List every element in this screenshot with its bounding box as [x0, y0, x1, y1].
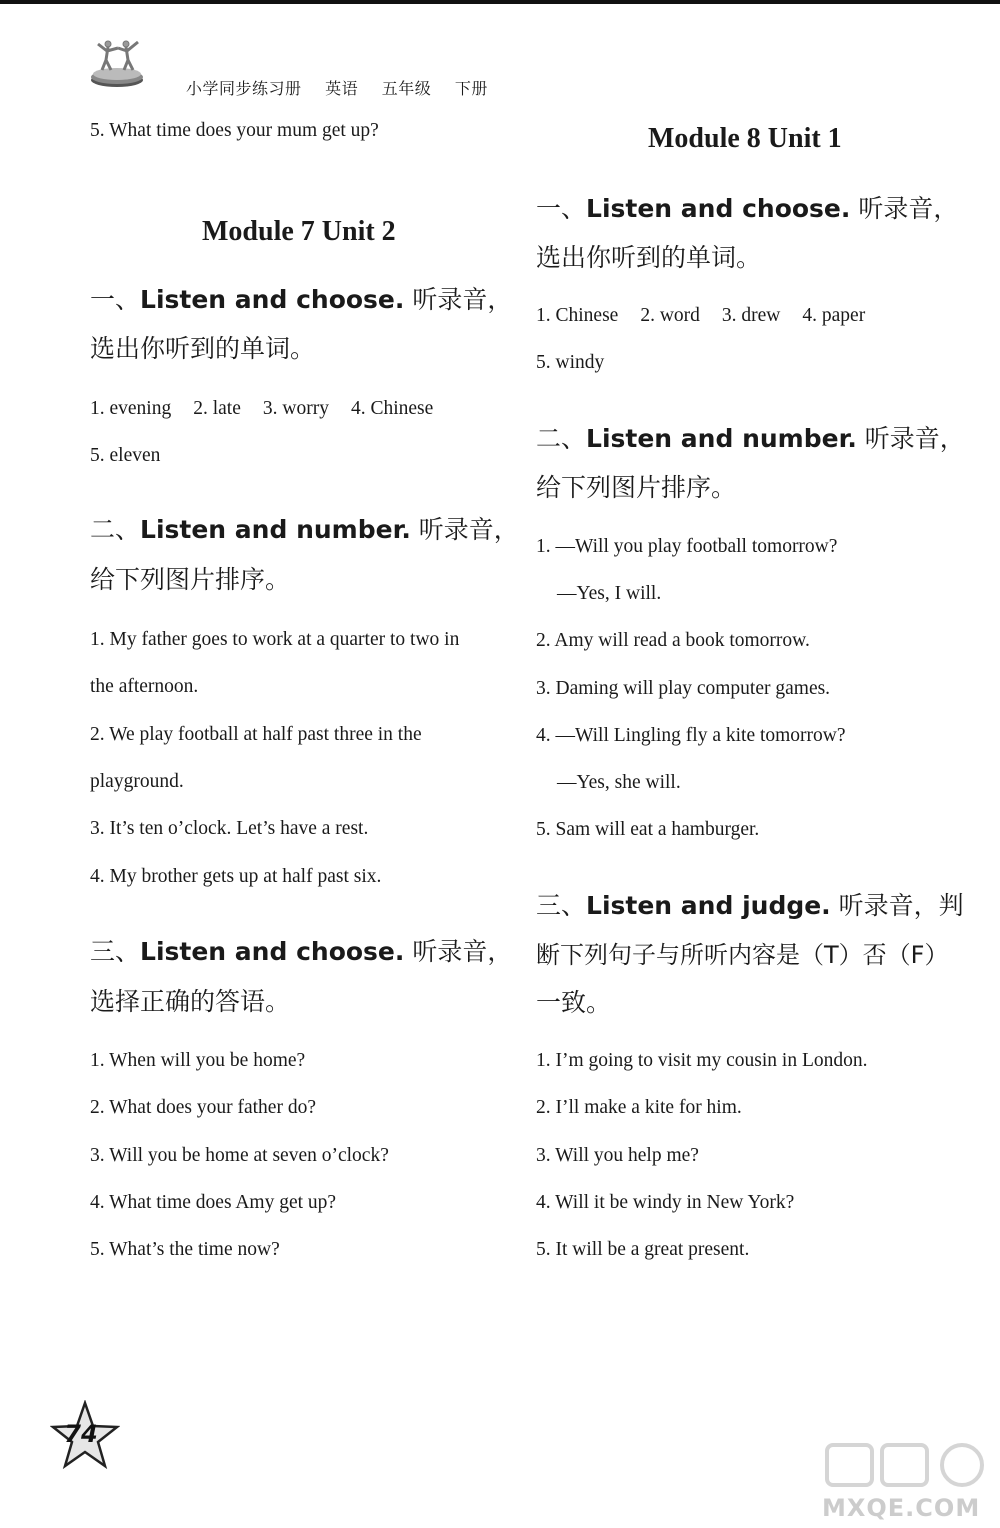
list-item: 3. worry	[262, 398, 329, 419]
list-item: 2. We play football at half past three in the	[90, 724, 422, 745]
section-title-cn: 听录音，	[404, 285, 513, 314]
section-heading	[90, 510, 519, 546]
section-title-en: Listen and number.	[140, 515, 411, 544]
header-grade: 五年级	[381, 79, 432, 98]
section-title-cn: 听录音，	[856, 424, 965, 453]
section-heading	[536, 419, 965, 455]
section-title-en: Listen and choose.	[586, 194, 851, 223]
section-prefix: 三、	[90, 937, 141, 966]
watermark-text: MXQE.COM	[822, 1494, 981, 1522]
list-item: 1. —Will you play football tomorrow?	[536, 536, 838, 557]
section-subtitle: 给下列图片排序。	[90, 565, 291, 594]
list-item: the afternoon.	[90, 676, 199, 697]
list-item: 1. When will you be home?	[90, 1050, 306, 1071]
section-heading	[90, 932, 512, 968]
top-border	[0, 0, 1000, 4]
module-title: Module 8 Unit 1	[648, 123, 842, 154]
page-number: 74	[64, 1420, 98, 1448]
watermark	[822, 1440, 992, 1525]
header-subject: 英语	[325, 79, 359, 98]
list-item: —Yes, I will.	[557, 583, 662, 604]
list-item: 3. drew	[721, 305, 781, 326]
section-subtitle: 选出你听到的单词。	[536, 243, 762, 272]
section-subtitle: 给下列图片排序。	[536, 473, 737, 502]
section-subtitle: 选择正确的答语。	[90, 987, 291, 1016]
list-item: 2. word	[640, 305, 700, 326]
answer-stamp-icon	[822, 1440, 992, 1490]
section-subtitle: 断下列句子与所听内容是（T）否（F）	[536, 941, 949, 969]
list-item: —Yes, she will.	[557, 772, 681, 793]
word-list	[90, 398, 455, 420]
dancers-logo-icon	[88, 34, 146, 90]
list-item: 4. —Will Lingling fly a kite tomorrow?	[536, 725, 846, 746]
list-item: 2. What does your father do?	[90, 1097, 316, 1118]
list-item: 2. Amy will read a book tomorrow.	[536, 630, 810, 651]
section-heading	[536, 189, 958, 225]
word-list	[536, 305, 887, 327]
list-item: 1. My father goes to work at a quarter to two in	[90, 629, 460, 650]
section-prefix: 三、	[536, 891, 587, 920]
list-item: 5. eleven	[90, 445, 161, 466]
list-item: 5. Sam will eat a hamburger.	[536, 819, 760, 840]
section-prefix: 一、	[536, 194, 587, 223]
list-item: 3. Daming will play computer games.	[536, 678, 831, 699]
list-item: 3. Will you be home at seven o’clock?	[90, 1145, 389, 1166]
list-item: 5. windy	[536, 352, 605, 373]
list-item: 3. Will you help me?	[536, 1145, 699, 1166]
header-book: 小学同步练习册	[186, 79, 302, 98]
section-title-cn: 听录音，判	[830, 891, 964, 920]
list-item: 1. evening	[90, 398, 172, 419]
header-term: 下册	[454, 79, 488, 98]
section-prefix: 二、	[90, 515, 141, 544]
section-title-en: Listen and choose.	[140, 285, 405, 314]
list-item: 1. Chinese	[536, 305, 619, 326]
page-header	[186, 76, 506, 99]
section-prefix: 一、	[90, 285, 141, 314]
section-prefix: 二、	[536, 424, 587, 453]
list-item: 4. My brother gets up at half past six.	[90, 866, 382, 887]
module-title: Module 7 Unit 2	[202, 216, 396, 247]
list-item: 1. I’m going to visit my cousin in London.	[536, 1050, 868, 1071]
section-title-en: Listen and choose.	[140, 937, 405, 966]
section-title-cn: 听录音，	[850, 194, 959, 223]
page-number-badge	[50, 1400, 120, 1470]
list-item: 3. It’s ten o’clock. Let’s have a rest.	[90, 818, 369, 839]
list-item: 4. paper	[802, 305, 866, 326]
list-item: 5. It will be a great present.	[536, 1239, 750, 1260]
carry-over-item: 5. What time does your mum get up?	[90, 120, 379, 141]
section-heading	[536, 886, 964, 922]
list-item: 2. late	[193, 398, 241, 419]
list-item: 4. What time does Amy get up?	[90, 1192, 337, 1213]
list-item: 2. I’ll make a kite for him.	[536, 1097, 742, 1118]
section-title-cn: 听录音，	[410, 515, 519, 544]
list-item: 5. What’s the time now?	[90, 1239, 280, 1260]
list-item: 4. Chinese	[350, 398, 434, 419]
list-item: 4. Will it be windy in New York?	[536, 1192, 795, 1213]
section-title-en: Listen and judge.	[586, 891, 831, 920]
section-subtitle-line2: 一致。	[536, 988, 612, 1017]
section-heading	[90, 280, 512, 316]
section-subtitle: 选出你听到的单词。	[90, 334, 316, 363]
section-title-cn: 听录音，	[404, 937, 513, 966]
list-item: playground.	[90, 771, 184, 792]
section-title-en: Listen and number.	[586, 424, 857, 453]
